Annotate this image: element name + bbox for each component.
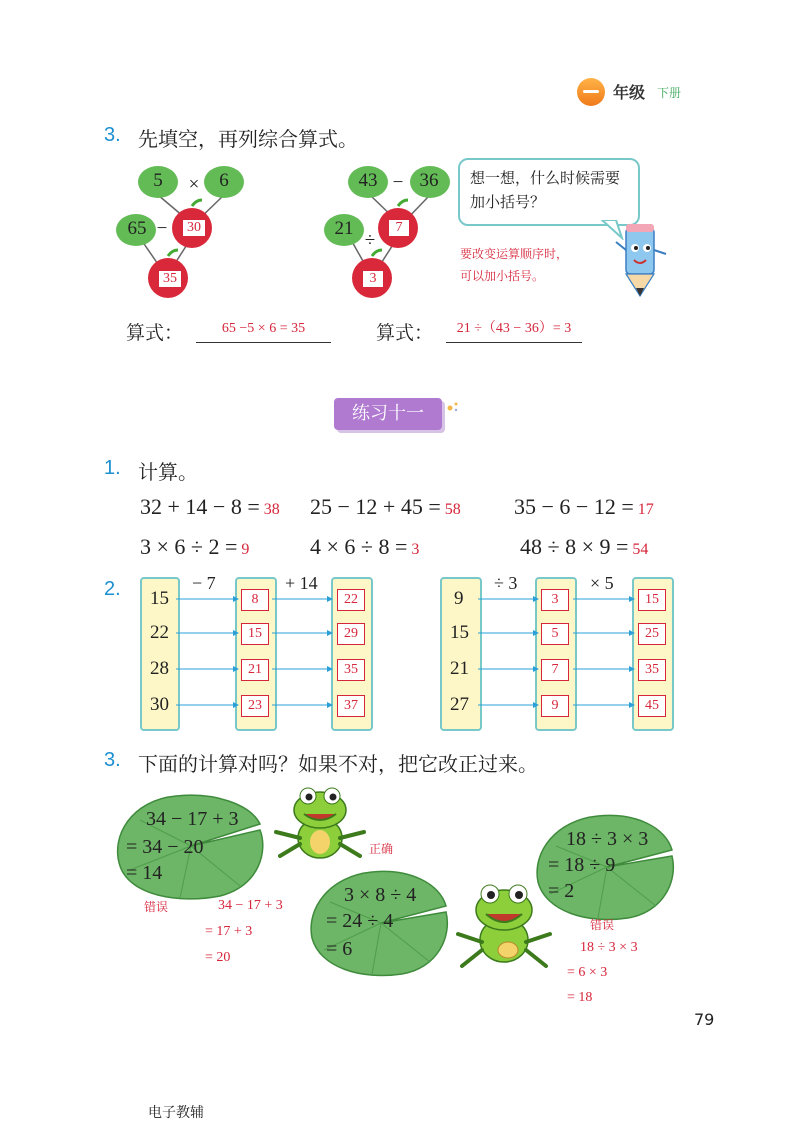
pad-line: = 2 [548,880,575,902]
operator-symbol: × [188,174,200,195]
practice-title-badge [334,398,442,430]
correction-line[interactable]: = 18 [567,990,593,1005]
flow-answer-box[interactable]: 7 [541,659,569,681]
pad-line: = 34 − 20 [126,836,204,858]
correction-line[interactable]: 18 ÷ 3 × 3 [580,940,638,955]
leaf-value: 36 [419,170,439,191]
flow-answer-box[interactable]: 35 [638,659,666,681]
practice-title: 练习十一 [352,403,424,424]
apple-stem [168,250,178,256]
hint-line: 要改变运算顺序时， [460,247,569,261]
flow-operator: × 5 [590,573,614,593]
pad-line: = 24 ÷ 4 [326,910,394,932]
pad-line: = 14 [126,862,163,884]
exercise-instruction: 计算。 [138,460,198,484]
correction-line[interactable]: 34 − 17 + 3 [218,898,283,913]
flow-input: 9 [454,588,464,609]
verdict-label: 正确 [369,842,394,856]
exercise-number: 3. [104,124,121,146]
calc-answer[interactable]: 38 [263,501,280,518]
speech-bubble [458,158,640,226]
formula-label: 算式： [376,322,434,344]
page-number: 79 [694,1010,715,1029]
flow-answer-box[interactable]: 21 [241,659,269,681]
pad-line: 3 × 8 ÷ 4 [344,884,417,906]
exercise-instruction: 先填空，再列综合算式。 [138,127,358,151]
calc-item [140,534,249,560]
flow-input: 27 [450,694,469,715]
leaf-value: 65 [127,218,147,239]
correction-line[interactable]: = 17 + 3 [205,924,253,939]
flow-answer-box[interactable]: 15 [241,623,269,645]
flow-answer-box[interactable]: 45 [638,695,666,717]
flow-input: 30 [150,694,169,715]
flow-operator: ÷ 3 [494,573,518,593]
exercise-number: 1. [104,457,121,479]
hint-text [460,243,568,287]
flow-answer-box[interactable]: 35 [337,659,365,681]
calc-item [514,494,654,520]
calc-answer[interactable]: 9 [241,541,250,558]
calc-answer[interactable]: 17 [637,501,654,518]
calc-item [310,534,419,560]
operator-symbol: ÷ [364,230,376,251]
flow-answer-box[interactable]: 25 [638,623,666,645]
leaf-value: 43 [358,170,378,191]
flow-input: 28 [150,658,169,679]
exercise-instruction: 下面的计算对吗？如果不对，把它改正过来。 [138,752,538,776]
pad-line: 18 ÷ 3 × 3 [566,828,649,850]
leaf-value: 6 [219,170,229,191]
verdict-label: 错误 [590,918,615,932]
exercise-number: 3. [104,749,121,771]
formula-answer: 21 ÷（43 − 36）= 3 [456,321,572,336]
flow-answer-box[interactable]: 22 [337,589,365,611]
apple-stem [192,200,202,206]
leaf-value: 21 [334,218,354,239]
flow-answer-box[interactable]: 23 [241,695,269,717]
flow-answer-box[interactable]: 37 [337,695,365,717]
footer-watermark: 电子教辅 [148,1105,204,1121]
calc-answer[interactable]: 3 [411,541,420,558]
leaf-value: 5 [153,170,163,191]
sparkle-icon [444,400,460,414]
flow-answer-box[interactable]: 5 [541,623,569,645]
apple-answer-box[interactable]: 30 [182,219,206,237]
calc-answer[interactable]: 54 [632,541,649,558]
pad-line: 34 − 17 + 3 [146,808,239,830]
apple-stem [398,200,408,206]
flow-answer-box[interactable]: 15 [638,589,666,611]
calc-answer[interactable]: 58 [444,501,461,518]
flow-input: 21 [450,658,469,679]
grade-label: 年级 [613,83,646,102]
book-part-label: 下册 [657,86,682,100]
flow-operator: − 7 [192,573,216,593]
flow-input: 15 [150,588,169,609]
calc-item [140,494,280,520]
calc-expression: 35 − 6 − 12 = [514,494,634,519]
pad-line: = 6 [326,938,353,960]
flow-answer-box[interactable]: 3 [541,589,569,611]
apple-answer-box[interactable]: 35 [158,270,182,288]
flow-input: 15 [450,622,469,643]
calc-item [520,534,648,560]
calc-expression: 4 × 6 ÷ 8 = [310,534,408,559]
flow-input: 22 [150,622,169,643]
correction-line[interactable]: = 20 [205,950,231,965]
frog-1-icon [272,784,368,868]
calc-item [310,494,461,520]
formula-answer: 65 −5 × 6 = 35 [221,321,306,336]
calc-expression: 3 × 6 ÷ 2 = [140,534,238,559]
flow-answer-box[interactable]: 9 [541,695,569,717]
exercise-number: 2. [104,578,121,600]
formula-answer-line[interactable] [196,318,331,343]
verdict-label: 错误 [144,900,169,914]
operator-symbol: − [156,218,168,239]
pencil-mascot-icon [612,220,672,300]
flow-answer-box[interactable]: 29 [337,623,365,645]
formula-answer-line[interactable] [446,318,582,343]
frog-2-icon [452,880,556,972]
operator-symbol: − [392,172,404,193]
correction-line[interactable]: = 6 × 3 [567,965,608,980]
formula-label: 算式： [126,322,184,344]
hint-line: 可以加小括号。 [460,269,545,283]
flow-answer-box[interactable]: 8 [241,589,269,611]
pad-line: = 18 ÷ 9 [548,854,616,876]
calc-expression: 32 + 14 − 8 = [140,494,260,519]
grade-badge-icon [577,78,605,106]
apple-answer-box[interactable]: 7 [388,219,410,237]
flow-operator: + 14 [285,573,318,593]
apple-answer-box[interactable]: 3 [362,270,384,288]
calc-expression: 25 − 12 + 45 = [310,494,441,519]
speech-bubble-text: 想一想，什么时候需要加小括号？ [470,169,621,211]
calc-expression: 48 ÷ 8 × 9 = [520,534,629,559]
